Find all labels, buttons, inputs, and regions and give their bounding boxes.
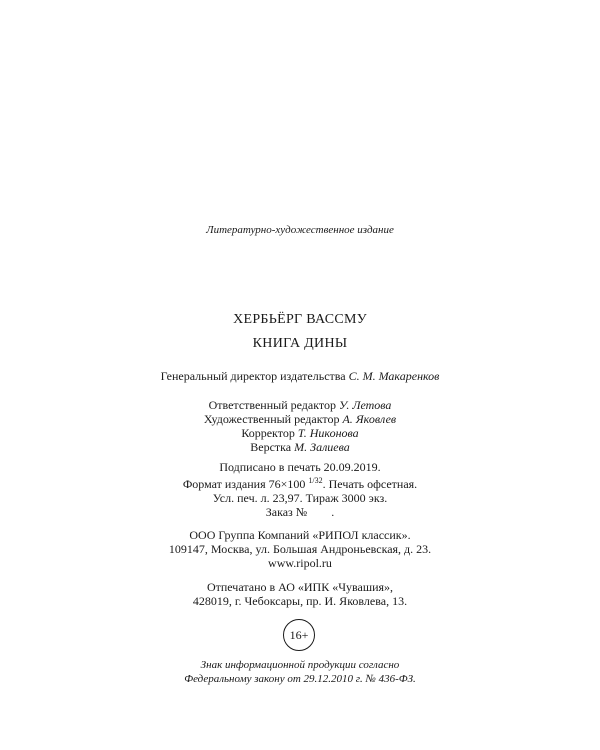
staff-role: Ответственный редактор [208,398,339,412]
publisher-address: 109147, Москва, ул. Большая Андроньевская, д. 23. [168,542,432,556]
order-text: Заказ № . [265,505,335,519]
staff-row-layout [0,440,600,454]
genre-label: Литературно-художественное издание [206,224,394,236]
format-prefix: Формат издания 76×100 [182,477,309,491]
printer-info [0,580,600,608]
print-info [0,460,600,519]
book-title: КНИГА ДИНЫ [252,336,348,351]
staff-name: М. Залиева [294,440,350,454]
sheets-line: Усл. печ. л. 23,97. Тираж 3000 экз. [212,491,388,505]
staff-role: Корректор [241,426,298,440]
age-rating-notice [0,658,600,686]
publisher-website: www.ripol.ru [268,556,332,570]
staff-role: Верстка [250,440,295,454]
director-label: Генеральный директор издательства [160,369,349,383]
staff-row-editor [0,398,600,412]
staff-row-art-editor [0,412,600,426]
publisher-info [0,528,600,570]
signed-date: Подписано в печать 20.09.2019. [219,460,381,474]
staff-role: Художественный редактор [203,412,343,426]
staff-name: У. Летова [339,398,392,412]
notice-line: Знак информационной продукции согласно [200,659,400,671]
order-line [0,505,600,519]
age-rating-badge: 16+ [283,619,315,651]
format-suffix: . Печать офсетная. [322,477,418,491]
staff-name: Т. Никонова [297,426,359,440]
notice-line: Федеральному закону от 29.12.2010 г. № 436-ФЗ. [184,673,416,685]
director-line [0,369,600,383]
staff-row-proofreader [0,426,600,440]
publisher-name: ООО Группа Компаний «РИПОЛ классик». [189,528,411,542]
printer-name: Отпечатано в АО «ИПК «Чувашия», [206,580,394,594]
author-name: ХЕРБЬЁРГ ВАССМУ [233,312,367,327]
staff-name: А. Яковлев [342,412,397,426]
printer-address: 428019, г. Чебоксары, пр. И. Яковлева, 13. [192,594,408,608]
staff-list [0,398,600,454]
format-line [0,474,600,491]
director-name: С. М. Макаренков [348,369,440,383]
format-fraction: 1/32 [308,476,323,485]
